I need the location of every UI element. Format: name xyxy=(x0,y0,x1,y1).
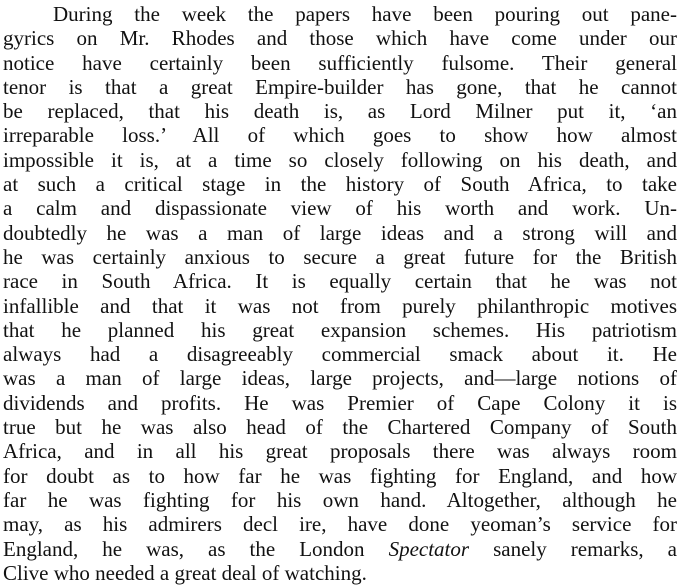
text-fragment: England, he was, as the London xyxy=(3,536,389,561)
text-line: race in South Africa. It is equally certain that he was not xyxy=(3,269,677,294)
text-line: a calm and dispassionate view of his worth and work. Un- xyxy=(3,196,677,221)
text-line: gyrics on Mr. Rhodes and those which have come under our xyxy=(3,26,677,51)
text-line: at such a critical stage in the history of South Africa, to take xyxy=(3,172,677,197)
text-line: be replaced, that his death is, as Lord Milner put it, ‘an xyxy=(3,99,677,124)
text-line: During the week the papers have been pouring out pane- xyxy=(53,2,677,26)
text-line: infallible and that it was not from purely philanthropic motives xyxy=(3,293,677,318)
text-line: he was certainly anxious to secure a great future for the British xyxy=(3,244,677,269)
text-line: impossible it is, at a time so closely following on his death, and xyxy=(3,147,677,172)
publication-name: Spectator xyxy=(388,536,470,561)
text-line xyxy=(3,537,677,561)
text-line: may, as his admirers decl ire, have done yeoman’s service for xyxy=(3,512,677,537)
text-line: Africa, and in all his great proposals there was always room xyxy=(3,439,677,464)
text-line: true but he was also head of the Chartered Company of South xyxy=(3,415,677,440)
text-line: irreparable loss.’ All of which goes to show how almost xyxy=(3,123,677,148)
text-line: dividends and profits. He was Premier of Cape Colony it is xyxy=(3,390,677,415)
text-line: far he was fighting for his own hand. Altogether, although he xyxy=(3,487,677,512)
text-line: always had a disagreeably commercial smack about it. He xyxy=(3,342,677,367)
text-line: was a man of large ideas, large projects, and—large notions of xyxy=(3,366,677,391)
text-line-last: Clive who needed a great deal of watching. xyxy=(3,560,367,585)
text-line: that he planned his great expansion schemes. His patriotism xyxy=(3,317,677,342)
text-line: doubtedly he was a man of large ideas and a strong will and xyxy=(3,220,677,245)
text-line: for doubt as to how far he was fighting for England, and how xyxy=(3,463,677,488)
article-paragraph xyxy=(3,2,677,585)
text-line: tenor is that a great Empire-builder has gone, that he cannot xyxy=(3,74,677,99)
text-fragment: sanely remarks, a xyxy=(469,536,677,561)
text-line: notice have certainly been sufficiently fulsome. Their general xyxy=(3,50,677,75)
